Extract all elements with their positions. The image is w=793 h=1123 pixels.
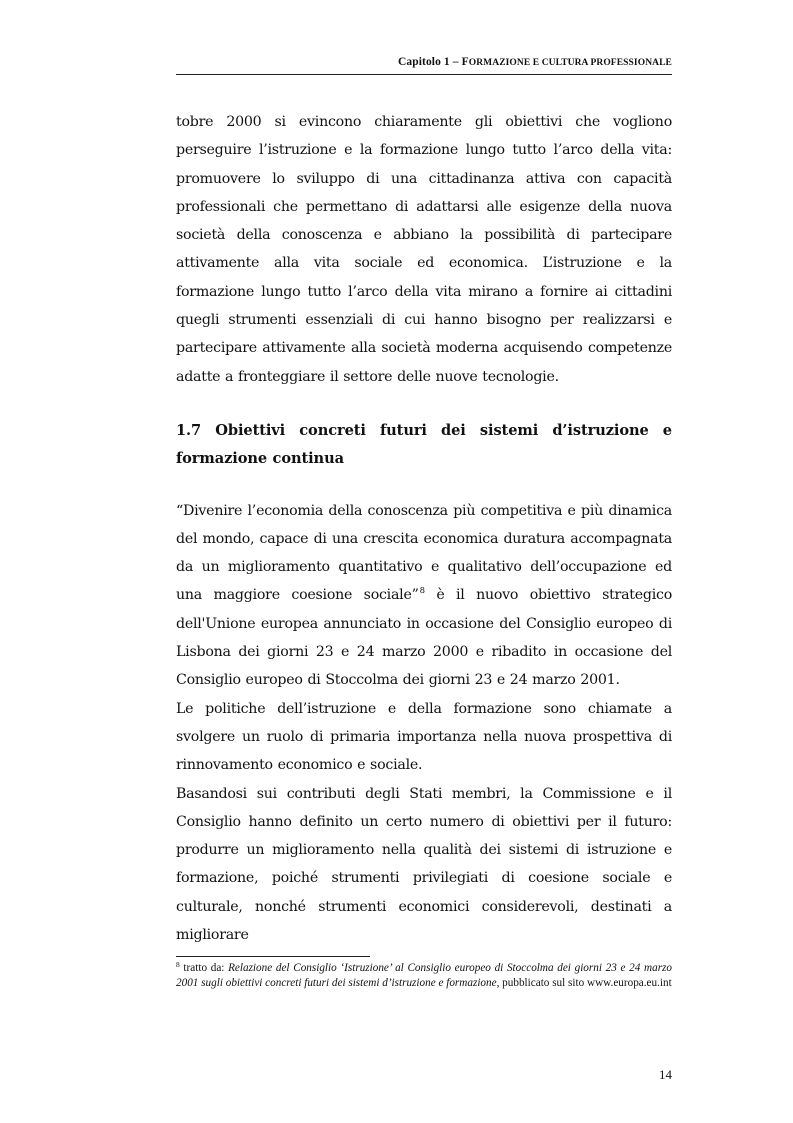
- footnote-prefix: tratto da:: [179, 962, 229, 974]
- header-title-initial: F: [461, 56, 469, 68]
- footnote-suffix: , pubblicato sul sito www.europa.eu.int: [496, 977, 672, 990]
- header-title-smallcaps: ORMAZIONE E CULTURA PROFESSIONALE: [468, 58, 672, 68]
- body-text: [176, 108, 672, 949]
- section-heading: 1.7 Obiettivi concreti futuri dei sistemi d’istruzione e formazione continua: [176, 421, 672, 468]
- paragraph-2: [176, 497, 672, 695]
- footnote-reference: 8: [419, 586, 425, 597]
- footnote: [176, 961, 672, 991]
- page-number: 14: [659, 1067, 672, 1082]
- paragraph-3: Le politiche dell’istruzione e della formazione sono chiamate a svolgere un ruolo di primaria importanza nella nuova prospettiva di rinnovamento economico e sociale.: [176, 700, 672, 774]
- footnote-rule: [176, 956, 370, 957]
- paragraph-4: Basandosi sui contributi degli Stati membri, la Commissione e il Consiglio hanno definito un certo numero di obiettivi per il futuro: produrre un miglioramento nella qualità dei sistemi di istruzione e formazione, poiché strumenti privilegiati di coesione sociale e culturale, nonché strumenti economici considerevoli, destinati a migliorare: [176, 785, 672, 944]
- header-chapter: Capitolo 1 –: [397, 56, 462, 68]
- footnote-italic-title: Relazione del Consiglio ‘Istruzione’ al Consiglio europeo di Stoccolma dei giorni 23 e 24 marzo 2001 sugli obiettivi concreti futuri dei sistemi d’istruzione e formazione: [176, 962, 672, 990]
- running-header: [176, 56, 672, 68]
- quote-text: “Divenire l’economia della conoscenza più competitiva e più dinamica del mondo, capace di una crescita economica duratura accompagnata da un miglioramento quantitativo e qualitativo dell’occupazione ed una maggiore coesione sociale”: [176, 502, 672, 604]
- paragraph-2-rest: è il nuovo obiettivo strategico dell'Unione europea annunciato in occasione del Consiglio europeo di Lisbona dei giorni 23 e 24 marzo 2000 e ribadito in occasione del Consiglio europeo di Stoccolma dei giorni 23 e 24 marzo 2001.: [176, 587, 672, 689]
- header-rule: [176, 74, 672, 75]
- footnote-number: 8: [176, 960, 180, 969]
- paragraph-1: tobre 2000 si evincono chiaramente gli obiettivi che vogliono perseguire l’istruzione e la formazione lungo tutto l’arco della vita: promuovere lo sviluppo di una cittadinanza attiva con capacità professionali che permettano di adattarsi alle esigenze della nuova società della conoscenza e abbiano la possibilità di partecipare attivamente alla vita sociale ed economica. L’istruzione e la formazione lungo tutto l’arco della vita mirano a fornire ai cittadini quegli strumenti essenziali di cui hanno bisogno per realizzarsi e partecipare attivamente alla società moderna acquisendo competenze adatte a fronteggiare il settore delle nuove tecnologie.: [176, 114, 672, 385]
